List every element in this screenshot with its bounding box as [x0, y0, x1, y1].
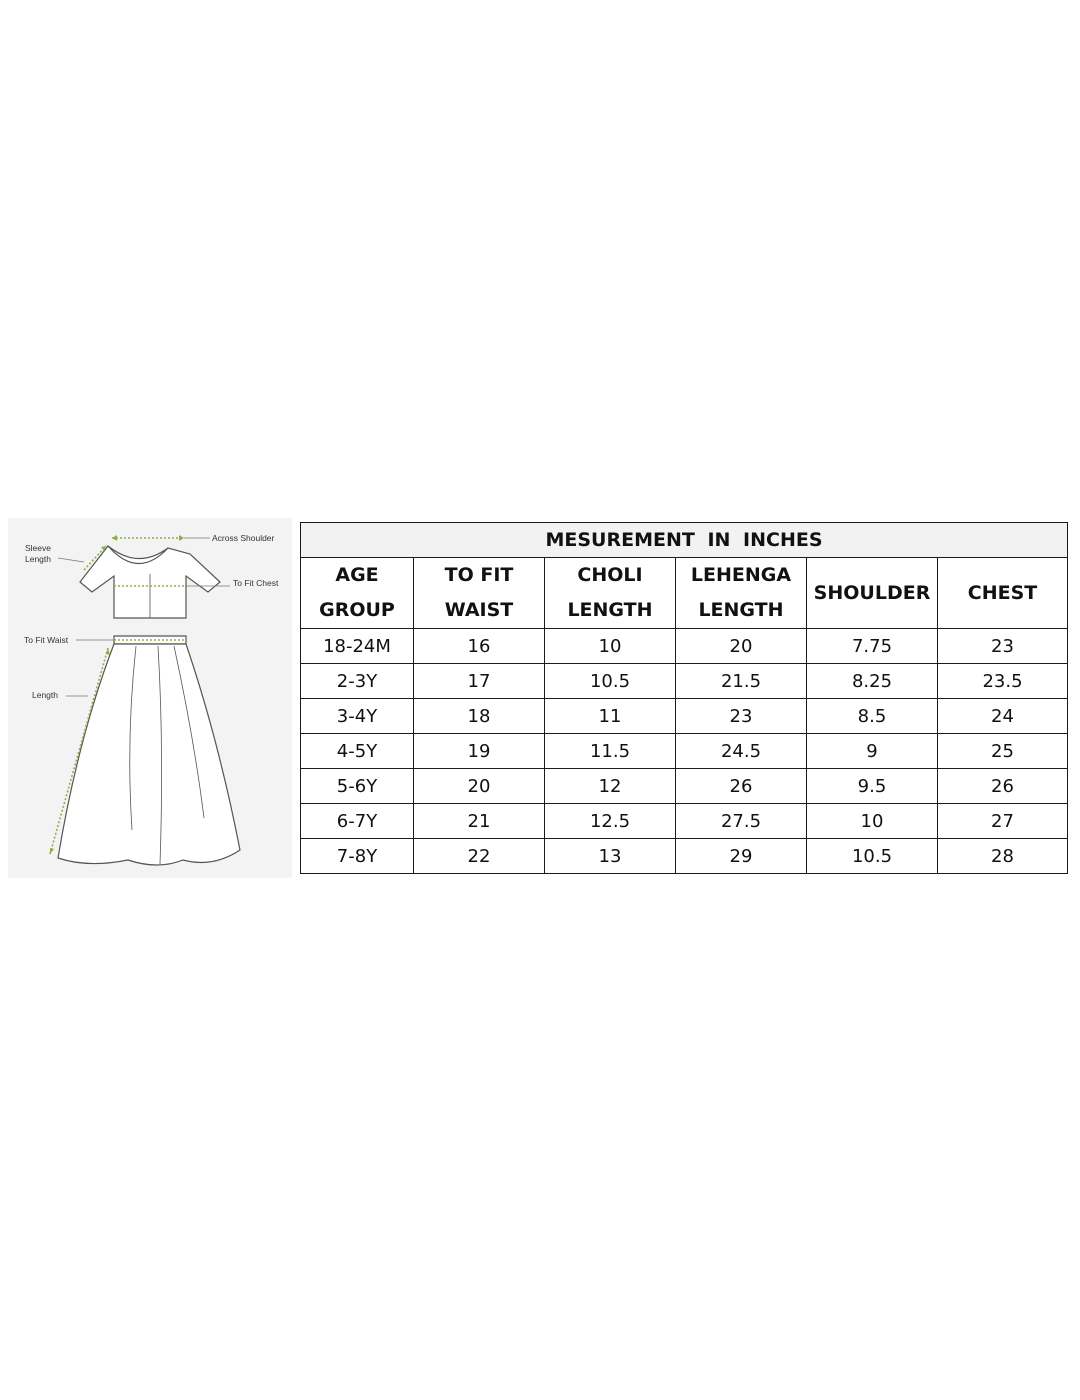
to-fit-waist-header — [414, 558, 545, 629]
header-text: AGE — [335, 564, 379, 586]
shoulder-header — [807, 558, 938, 629]
table-row — [301, 769, 1068, 804]
table-row — [301, 664, 1068, 699]
header-text: CHEST — [967, 581, 1038, 604]
header-row — [301, 558, 1068, 629]
to-fit-waist-label: To Fit Waist — [24, 635, 69, 645]
table-body — [301, 629, 1068, 874]
lehenga-choli-illustration — [8, 518, 292, 878]
header-text: WAIST — [444, 599, 514, 621]
table-cell: 22 — [414, 839, 545, 874]
table-cell: 24 — [938, 699, 1068, 734]
table-cell: 12.5 — [545, 804, 676, 839]
header-text: GROUP — [319, 599, 395, 621]
table-cell: 8.5 — [807, 699, 938, 734]
table-cell: 8.25 — [807, 664, 938, 699]
table-cell: 20 — [414, 769, 545, 804]
table-cell: 21.5 — [676, 664, 807, 699]
table-cell: 10.5 — [545, 664, 676, 699]
header-text: TO FIT — [444, 564, 514, 586]
to-fit-chest-label: To Fit Chest — [233, 578, 279, 588]
table-cell: 12 — [545, 769, 676, 804]
table-cell: 3-4Y — [301, 699, 414, 734]
lehenga-length-header — [676, 558, 807, 629]
choli-length-header — [545, 558, 676, 629]
size-chart-table — [300, 522, 1068, 874]
table-cell: 23 — [676, 699, 807, 734]
table-cell: 23 — [938, 629, 1068, 664]
table-title: MESUREMENT IN INCHES — [301, 523, 1068, 558]
table-cell: 10 — [807, 804, 938, 839]
header-text: LEHENGA — [690, 564, 792, 586]
table-cell: 21 — [414, 804, 545, 839]
table-cell: 29 — [676, 839, 807, 874]
table-cell: 10 — [545, 629, 676, 664]
header-text: LENGTH — [698, 599, 784, 621]
table-cell: 18 — [414, 699, 545, 734]
choli-drawing — [80, 546, 220, 618]
table-cell: 9 — [807, 734, 938, 769]
table-cell: 11.5 — [545, 734, 676, 769]
table-cell: 26 — [938, 769, 1068, 804]
table-cell: 13 — [545, 839, 676, 874]
length-label: Length — [32, 690, 58, 700]
table-cell: 2-3Y — [301, 664, 414, 699]
across-shoulder-label: Across Shoulder — [212, 533, 275, 543]
table-row — [301, 804, 1068, 839]
sleeve-length-label: Sleeve Length — [25, 543, 51, 564]
table-cell: 27.5 — [676, 804, 807, 839]
table-cell: 19 — [414, 734, 545, 769]
table-cell: 17 — [414, 664, 545, 699]
table-row — [301, 699, 1068, 734]
chest-header — [938, 558, 1068, 629]
size-chart — [300, 522, 1068, 874]
table-cell: 26 — [676, 769, 807, 804]
table-cell: 7.75 — [807, 629, 938, 664]
age-group-header — [301, 558, 414, 629]
table-cell: 4-5Y — [301, 734, 414, 769]
table-cell: 28 — [938, 839, 1068, 874]
table-cell: 20 — [676, 629, 807, 664]
table-cell: 18-24M — [301, 629, 414, 664]
measurement-diagram — [8, 518, 292, 878]
header-text: CHOLI — [577, 564, 643, 586]
table-cell: 9.5 — [807, 769, 938, 804]
table-cell: 24.5 — [676, 734, 807, 769]
table-cell: 10.5 — [807, 839, 938, 874]
header-text: SHOULDER — [813, 581, 931, 604]
table-cell: 27 — [938, 804, 1068, 839]
table-cell: 11 — [545, 699, 676, 734]
lehenga-drawing — [58, 636, 240, 865]
table-row — [301, 839, 1068, 874]
table-cell: 6-7Y — [301, 804, 414, 839]
table-cell: 5-6Y — [301, 769, 414, 804]
table-cell: 23.5 — [938, 664, 1068, 699]
table-row — [301, 629, 1068, 664]
table-cell: 16 — [414, 629, 545, 664]
table-row — [301, 734, 1068, 769]
table-cell: 25 — [938, 734, 1068, 769]
header-text: LENGTH — [567, 599, 653, 621]
table-cell: 7-8Y — [301, 839, 414, 874]
